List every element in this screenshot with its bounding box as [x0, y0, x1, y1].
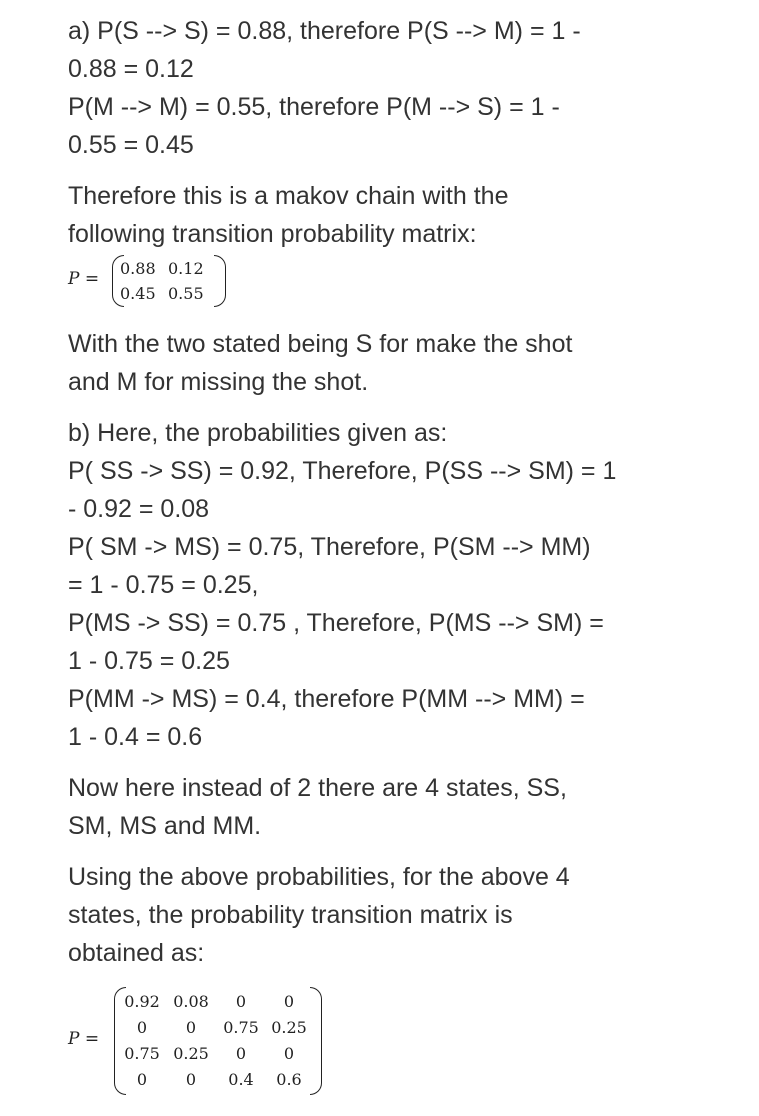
text-line: a) P(S --> S) = 0.88, therefore P(S --> M) = 1 -	[68, 17, 581, 45]
matrix-cell: 0.75	[223, 1018, 259, 1037]
text-line: Therefore this is a makov chain with the	[68, 182, 509, 210]
four-states-paragraph	[68, 769, 708, 845]
states-note-paragraph	[68, 325, 708, 401]
text-line: Now here instead of 2 there are 4 states, SS,	[68, 774, 567, 802]
text-line: 0.88 = 0.12	[68, 55, 194, 83]
part-b-paragraph	[68, 414, 708, 756]
matrix-cells	[120, 256, 210, 306]
transition-matrix-4x4	[68, 987, 708, 1095]
matrix-cell: 0.6	[276, 1070, 302, 1089]
text-line: P( SM -> MS) = 0.75, Therefore, P(SM --> MM)	[68, 533, 591, 561]
text-line: SM, MS and MM.	[68, 812, 262, 840]
text-line: following transition probability matrix:	[68, 220, 477, 248]
text-line: = 1 - 0.75 = 0.25,	[68, 571, 259, 599]
matrix-cell: 0	[283, 992, 295, 1011]
matrix-cell: 0.92	[124, 992, 160, 1011]
text-line: P(M --> M) = 0.55, therefore P(M --> S) = 1 -	[68, 93, 560, 121]
matrix-cell: 0	[136, 1018, 148, 1037]
matrix-cell: 0.25	[271, 1018, 307, 1037]
text-line: 0.55 = 0.45	[68, 131, 194, 159]
right-parenthesis	[310, 987, 322, 1095]
matrix-cell: 0	[185, 1070, 197, 1089]
matrix-cells	[118, 989, 312, 1093]
matrix-cell: 0.4	[228, 1070, 254, 1089]
answer-document	[68, 12, 708, 1095]
text-line: P( SS -> SS) = 0.92, Therefore, P(SS --> SM) = 1	[68, 457, 617, 485]
matrix-cell: 0	[185, 1018, 197, 1037]
text-line: 1 - 0.4 = 0.6	[68, 723, 203, 751]
text-line: 1 - 0.75 = 0.25	[68, 647, 230, 675]
matrix-cell: 0.55	[168, 284, 204, 303]
transition-matrix-2x2	[68, 255, 708, 307]
text-line: b) Here, the probabilities given as:	[68, 419, 448, 447]
text-line: With the two stated being S for make the shot	[68, 330, 573, 358]
right-parenthesis	[214, 255, 226, 307]
text-line: Using the above probabilities, for the above 4	[68, 863, 570, 891]
using-above-paragraph	[68, 858, 708, 972]
part-a-paragraph	[68, 12, 708, 164]
text-line: - 0.92 = 0.08	[68, 495, 210, 523]
text-line: P(MS -> SS) = 0.75 , Therefore, P(MS --> SM) =	[68, 609, 604, 637]
matrix-cell: 0.45	[120, 284, 156, 303]
matrix-cell: 0.08	[173, 992, 209, 1011]
text-line: obtained as:	[68, 939, 205, 967]
matrix-cell: 0	[235, 1044, 247, 1063]
text-line: states, the probability transition matrix is	[68, 901, 513, 929]
matrix-cell: 0	[136, 1070, 148, 1089]
matrix-cell: 0.25	[173, 1044, 209, 1063]
matrix-label: P =	[68, 1029, 100, 1049]
matrix-cell: 0.75	[124, 1044, 160, 1063]
markov-intro-paragraph	[68, 177, 708, 253]
matrix-cell: 0	[283, 1044, 295, 1063]
matrix-cell: 0.12	[168, 259, 204, 278]
matrix-cell: 0	[235, 992, 247, 1011]
matrix-label: P =	[68, 269, 100, 289]
matrix-cell: 0.88	[120, 259, 156, 278]
text-line: P(MM -> MS) = 0.4, therefore P(MM --> MM) =	[68, 685, 585, 713]
text-line: and M for missing the shot.	[68, 368, 369, 396]
